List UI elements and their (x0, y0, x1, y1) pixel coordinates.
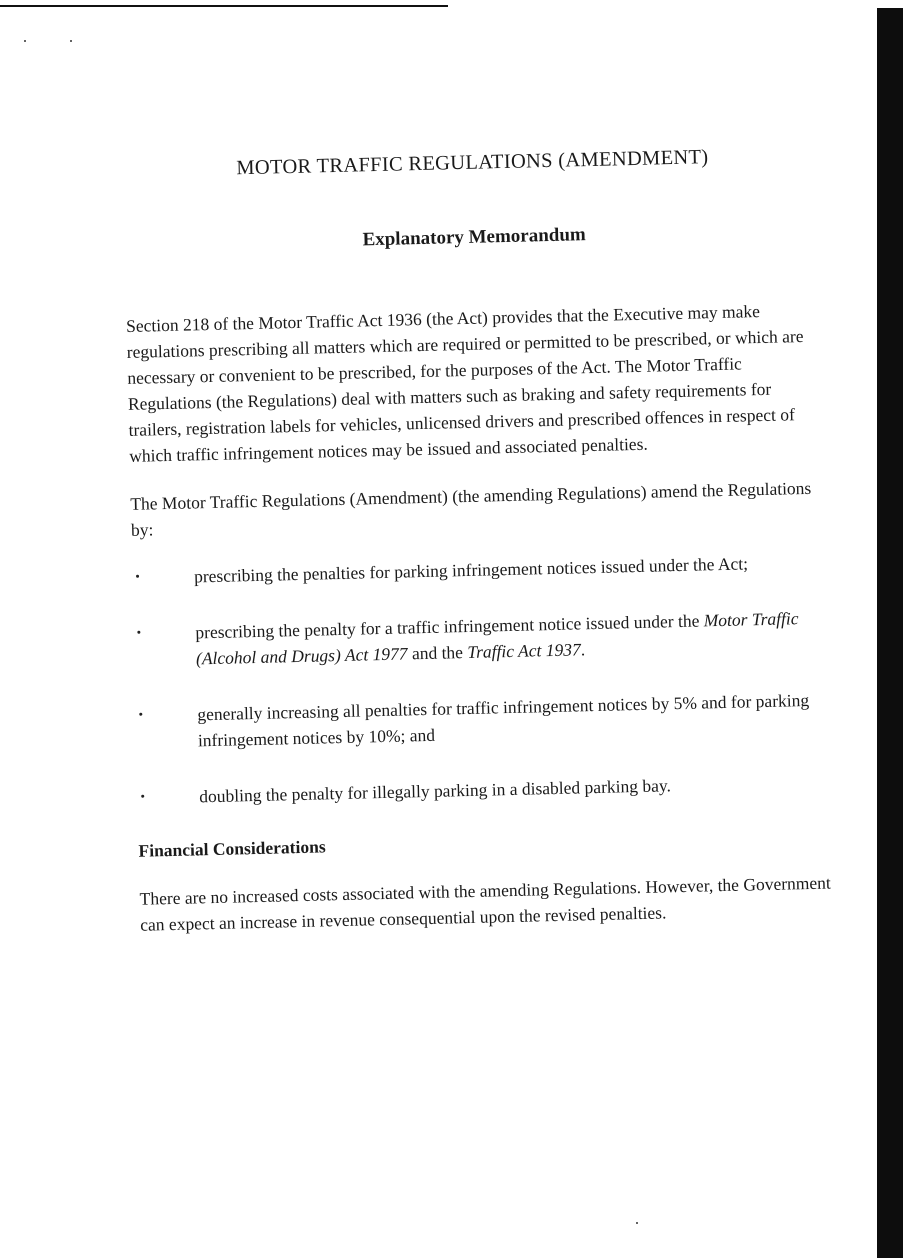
list-item (135, 686, 836, 754)
scan-speck (24, 40, 26, 42)
list-item-text: doubling the penalty for illegally parking in a disabled parking bay. (199, 775, 672, 807)
list-item-text-middle: and the (407, 642, 468, 664)
bullet-dot-icon (137, 631, 140, 634)
list-item (133, 604, 834, 672)
list-item-text-prefix: prescribing the penalty for a traffic infringement notice issued under the (195, 610, 704, 643)
scan-speck (636, 1222, 638, 1224)
list-item-text: prescribing the penalties for parking infringement notices issued under the Act; (193, 553, 749, 587)
act-title-alcohol-drugs: Motor Traffic (Alcohol and Drugs) Act 1977 (195, 608, 799, 669)
list-item-text-suffix: . (580, 639, 586, 660)
bullet-dot-icon (136, 575, 139, 578)
act-title-traffic: Traffic Act 1937 (467, 639, 581, 663)
financial-considerations-heading: Financial Considerations (138, 836, 326, 861)
scan-top-line (0, 5, 448, 7)
bullet-dot-icon (141, 795, 144, 798)
intro-paragraph: Section 218 of the Motor Traffic Act 1936 (the Act) provides that the Executive may make regulations prescribing all matters which are required or permitted to be prescribed, or which are necessary or convenient to be prescribed, for the purposes of the Act. The Motor Traffic Regulations (the Regulations) deal with matters such as braking and safety requirements for trailers, registration labels for vehicles, unlicensed drivers and prescribed offences in respect of which traffic infringement notices may be issued and associated penalties. (125, 301, 804, 466)
financial-considerations-text: There are no increased costs associated with the amending Regulations. However, the Government can expect an increase in revenue consequential upon the revised penalties. (139, 872, 831, 935)
list-item-text: generally increasing all penalties for traffic infringement notices by 5% and for parking infringement notices by 10%; and (197, 689, 810, 751)
amendment-intro-paragraph: The Motor Traffic Regulations (Amendment) (the amending Regulations) amend the Regulations by: (130, 477, 812, 540)
list-item (137, 768, 837, 810)
list-item (132, 548, 832, 590)
scan-speck (70, 40, 72, 42)
document-title: MOTOR TRAFFIC REGULATIONS (AMENDMENT) (236, 146, 709, 180)
scan-right-edge (877, 8, 903, 1258)
document-body (122, 134, 840, 938)
amendment-list (132, 548, 838, 810)
bullet-dot-icon (139, 713, 142, 716)
document-subtitle: Explanatory Memorandum (362, 224, 586, 251)
